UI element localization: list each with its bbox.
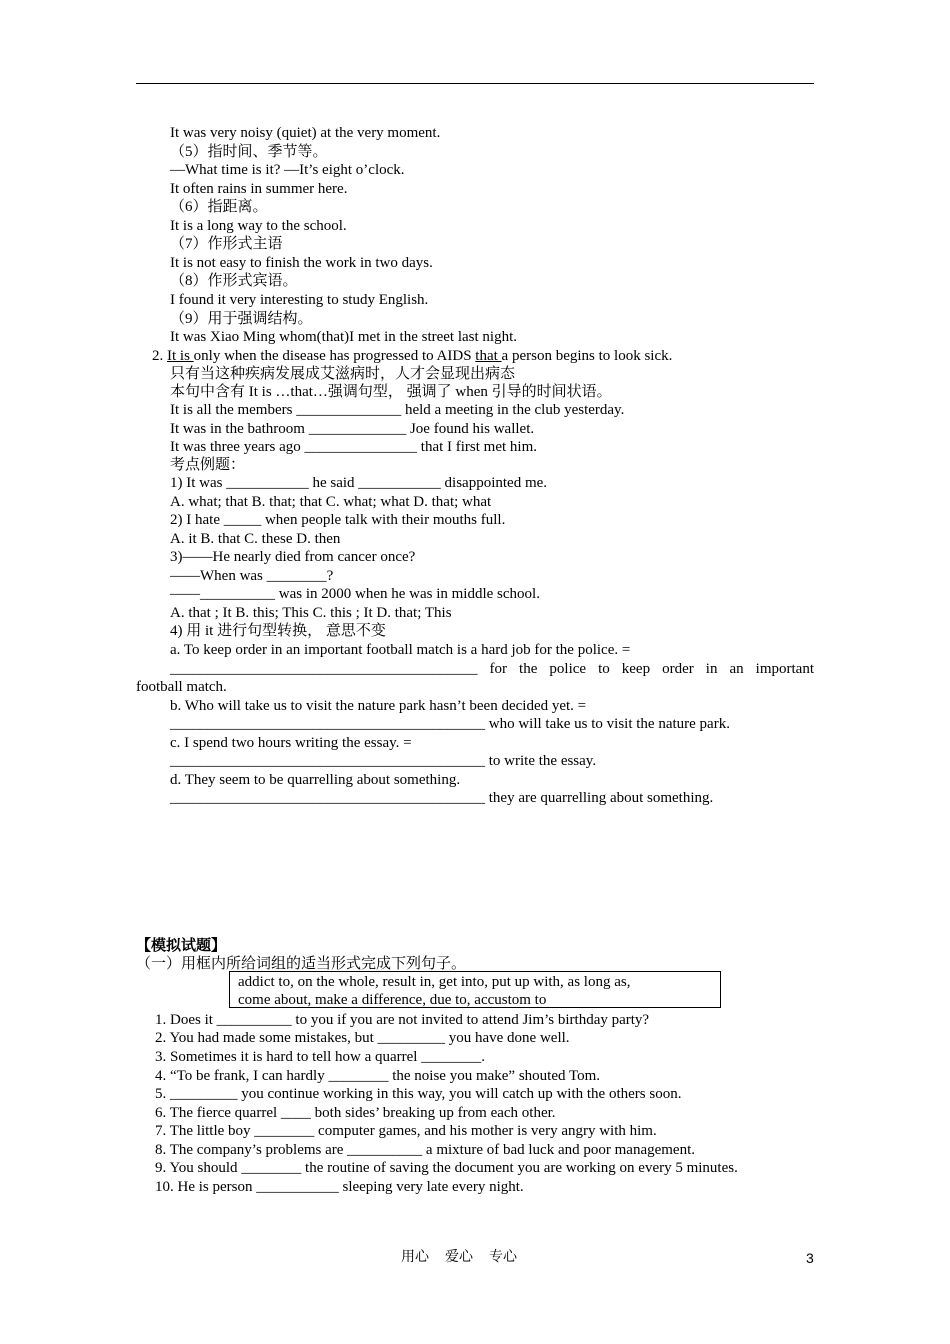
exercise-sentence: 2. You had made some mistakes, but _________ you have done well. (155, 1030, 570, 1046)
section-instruction: （一）用框内所给词组的适当形式完成下列句子。 (136, 956, 467, 972)
grammar-note: 本句中含有 It is …that…强调句型， 强调了 when 引导的时间状语。 (170, 384, 612, 400)
underlined-it-is: It is (167, 348, 194, 364)
transform-b-answer: __________________________________________ who will take us to visit the nature park. (170, 716, 730, 732)
section-heading: 【模拟试题】 (136, 938, 227, 954)
transform-b: b. Who will take us to visit the nature park hasn’t been decided yet. = (170, 698, 587, 714)
word-bank-line: come about, make a difference, due to, accustom to (238, 992, 547, 1008)
text-line: It is not easy to finish the work in two days. (170, 255, 433, 271)
text-line: （6）指距离。 (170, 199, 268, 215)
transform-c: c. I spend two hours writing the essay. = (170, 735, 412, 751)
text-line: It is a long way to the school. (170, 218, 347, 234)
question: 3)——He nearly died from cancer once? (170, 549, 416, 565)
transform-c-answer: __________________________________________ to write the essay. (170, 753, 597, 769)
text-line: （7）作形式主语 (170, 236, 283, 252)
word-bank-box (229, 971, 721, 1008)
example-line: It was three years ago _______________ that I first met him. (170, 439, 538, 455)
exercise-sentence: 7. The little boy ________ computer games, and his mother is very angry with him. (155, 1123, 657, 1139)
kaodian-heading: 考点例题： (170, 457, 246, 473)
text-line: —What time is it? —It’s eight o’clock. (170, 162, 405, 178)
example-line: It is all the members ______________ held a meeting in the club yesterday. (170, 402, 625, 418)
exercise-sentence: 9. You should ________ the routine of saving the document you are working on every 5 minutes. (155, 1160, 738, 1176)
text-line: It often rains in summer here. (170, 181, 348, 197)
item-2-sentence (152, 347, 672, 365)
transform-a-cont: football match. (136, 679, 227, 695)
page-number: 3 (806, 1250, 814, 1266)
options: A. what; that B. that; that C. what; what D. that; what (170, 494, 492, 510)
text-line: （9）用于强调结构。 (170, 311, 313, 327)
question: 2) I hate _____ when people talk with their mouths full. (170, 512, 506, 528)
footer-word: 专心 (489, 1250, 517, 1265)
header-rule (136, 83, 814, 84)
question: ——__________ was in 2000 when he was in middle school. (170, 586, 540, 602)
exercise-sentence: 8. The company’s problems are __________ a mixture of bad luck and poor management. (155, 1142, 695, 1158)
text-line: It was very noisy (quiet) at the very moment. (170, 125, 441, 141)
exercise-sentence: 5. _________ you continue working in this way, you will catch up with the others soon. (155, 1086, 682, 1102)
footer-word: 爱心 (445, 1250, 473, 1265)
translation: 只有当这种疾病发展成艾滋病时，人才会显现出病态 (170, 366, 516, 382)
exercise-sentence: 6. The fierce quarrel ____ both sides’ breaking up from each other. (155, 1105, 556, 1121)
underlined-that: that (475, 348, 502, 364)
item-number: 2. (152, 348, 164, 364)
exercise-sentence: 10. He is person ___________ sleeping very late every night. (155, 1179, 524, 1195)
exercise-sentence: 1. Does it __________ to you if you are not invited to attend Jim’s birthday party? (155, 1012, 650, 1028)
question: ——When was ________? (170, 568, 334, 584)
transform-a: a. To keep order in an important football match is a hard job for the police. = (170, 642, 631, 658)
example-line: It was in the bathroom _____________ Joe found his wallet. (170, 421, 535, 437)
footer-word: 用心 (401, 1250, 429, 1265)
word-bank-line: addict to, on the whole, result in, get into, put up with, as long as, (238, 974, 631, 990)
transform-a-answer: _________________________________________ for the police to keep order in an important (170, 661, 814, 677)
options: A. that ; It B. this; This C. this ; It D. that; This (170, 605, 452, 621)
transform-d: d. They seem to be quarrelling about something. (170, 772, 461, 788)
text-line: （8）作形式宾语。 (170, 273, 298, 289)
question: 4) 用 it 进行句型转换， 意思不变 (170, 623, 386, 639)
question: 1) It was ___________ he said ___________ disappointed me. (170, 475, 548, 491)
sentence-middle: only when the disease has progressed to AIDS (193, 348, 476, 364)
exercise-sentence: 4. “To be frank, I can hardly ________ the noise you make” shouted Tom. (155, 1068, 601, 1084)
text-line: It was Xiao Ming whom(that)I met in the street last night. (170, 329, 518, 345)
text-line: I found it very interesting to study English. (170, 292, 429, 308)
exercise-sentence: 3. Sometimes it is hard to tell how a quarrel ________. (155, 1049, 485, 1065)
text-line: （5）指时间、季节等。 (170, 144, 328, 160)
options: A. it B. that C. these D. then (170, 531, 341, 547)
transform-d-answer: __________________________________________ they are quarrelling about something. (170, 790, 714, 806)
sentence-tail: a person begins to look sick. (501, 348, 673, 364)
footer-motto (401, 1249, 533, 1267)
